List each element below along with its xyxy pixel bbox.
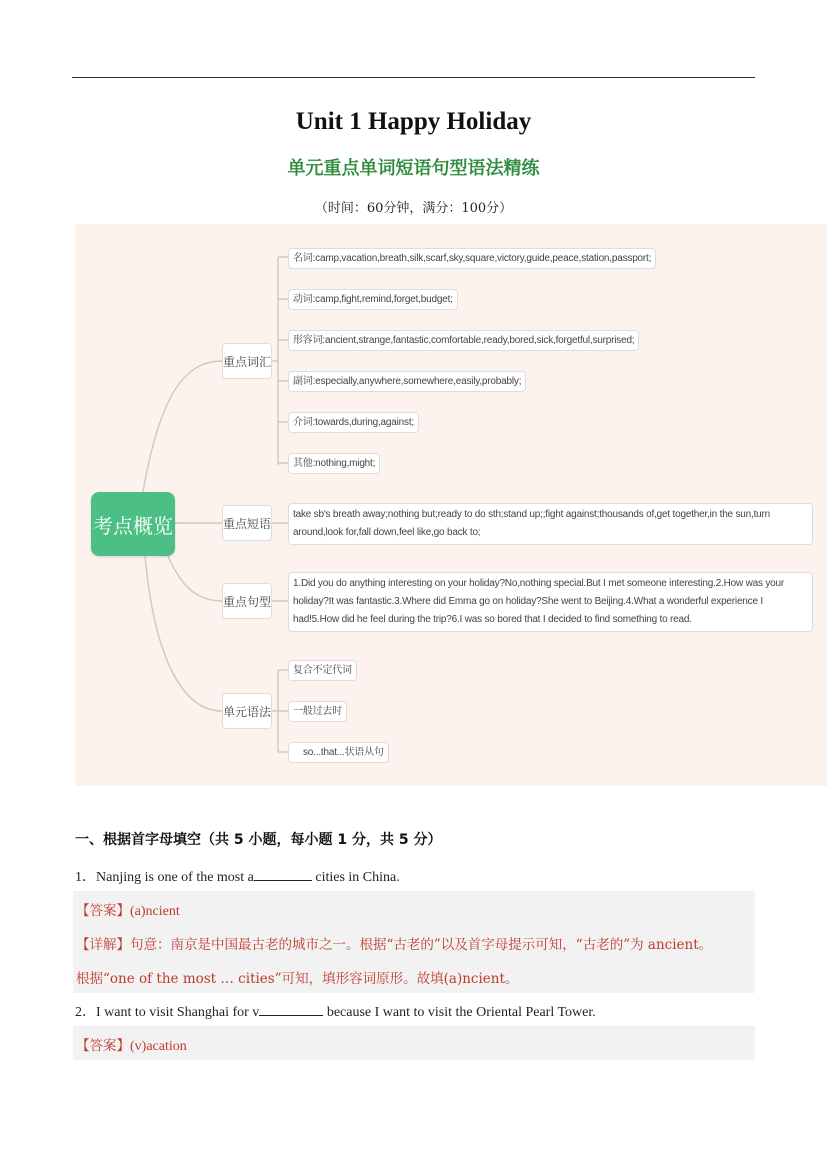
answer-tag: 【答案】 (76, 903, 130, 919)
answer-line (76, 899, 180, 920)
question-text-before: Nanjing is one of the most a (96, 870, 254, 885)
detail-text-1: 句意：南京是中国最古老的城市之一。根据“古老的”以及首字母提示可知，“古老的”为 ancient。 (130, 937, 713, 953)
question-number: 2． (75, 1005, 96, 1020)
connector-root-vocab (143, 361, 222, 492)
detail-line-2: 根据“one of the most … cities”可知，填形容词原形。故填(a)ncient。 (76, 971, 519, 987)
time-info: （时间：60分钟，满分：100分） (314, 201, 513, 216)
branch-grammar: 单元语法 (222, 693, 272, 729)
detail-tag: 【详解】 (76, 937, 130, 953)
connector-root-grammar (145, 556, 222, 711)
answer-text: (a)ncient (130, 904, 180, 919)
answer-text: (v)acation (130, 1039, 187, 1054)
mindmap (75, 224, 827, 786)
answer-box-2 (73, 1026, 755, 1060)
mindmap-root: 考点概览 (91, 492, 175, 556)
answer-blank (254, 868, 312, 881)
page-title: Unit 1 Happy Holiday (295, 108, 532, 135)
header-rule (72, 77, 755, 78)
branch-sentences: 重点句型 (222, 583, 272, 619)
question-text-after: cities in China. (311, 870, 400, 885)
answer-box-1 (73, 891, 755, 993)
connector-root-sentences (167, 554, 222, 601)
question-2 (75, 1001, 596, 1021)
section-heading: 一、根据首字母填空（共 5 小题，每小题 1 分，共 5 分） (75, 832, 442, 848)
leaf-phrases: take sb's breath away;nothing but;ready to do sth;stand up;;fight against;thousands of,get together,in the sun,turn around,look for,fall down,feel like,go back to; (288, 503, 813, 545)
leaf-prepositions: 介词:towards,during,against; (288, 412, 419, 433)
leaf-grammar-past: 一般过去时 (288, 701, 347, 722)
branch-vocab: 重点词汇 (222, 343, 272, 379)
leaf-adjectives: 形容词:ancient,strange,fantastic,comfortable,ready,bored,sick,forgetful,surprised; (288, 330, 639, 351)
leaf-verbs: 动词:camp,fight,remind,forget,budget; (288, 289, 458, 310)
answer-tag: 【答案】 (76, 1038, 130, 1054)
leaf-grammar-pronouns: 复合不定代词 (288, 660, 357, 681)
answer-line (76, 1034, 187, 1055)
leaf-nouns: 名词:camp,vacation,breath,silk,scarf,sky,square,victory,guide,peace,station,passport; (288, 248, 656, 269)
answer-blank (259, 1003, 323, 1016)
leaf-grammar-sothat: so...that...状语从句 (288, 742, 389, 763)
page-subtitle: 单元重点单词短语句型语法精练 (287, 158, 540, 179)
branch-phrases: 重点短语 (222, 505, 272, 541)
leaf-adverbs: 副词:especially,anywhere,somewhere,easily,probably; (288, 371, 526, 392)
leaf-sentences: 1.Did you do anything interesting on your holiday?No,nothing special.But I met someone interesting.2.How was your holiday?It was fantastic.3.Where did Emma go on holiday?She went to Beijing.4.What a wonderful experience I had!5.How did he feel during the trip?6.I was so bored that I decided to find something to read. (288, 572, 813, 632)
detail-line-1 (76, 933, 712, 953)
question-number: 1． (75, 870, 96, 885)
question-text-before: I want to visit Shanghai for v (96, 1005, 260, 1020)
question-text-after: because I want to visit the Oriental Pearl Tower. (323, 1005, 596, 1020)
leaf-others: 其他:nothing,might; (288, 453, 380, 474)
question-1 (75, 866, 400, 886)
